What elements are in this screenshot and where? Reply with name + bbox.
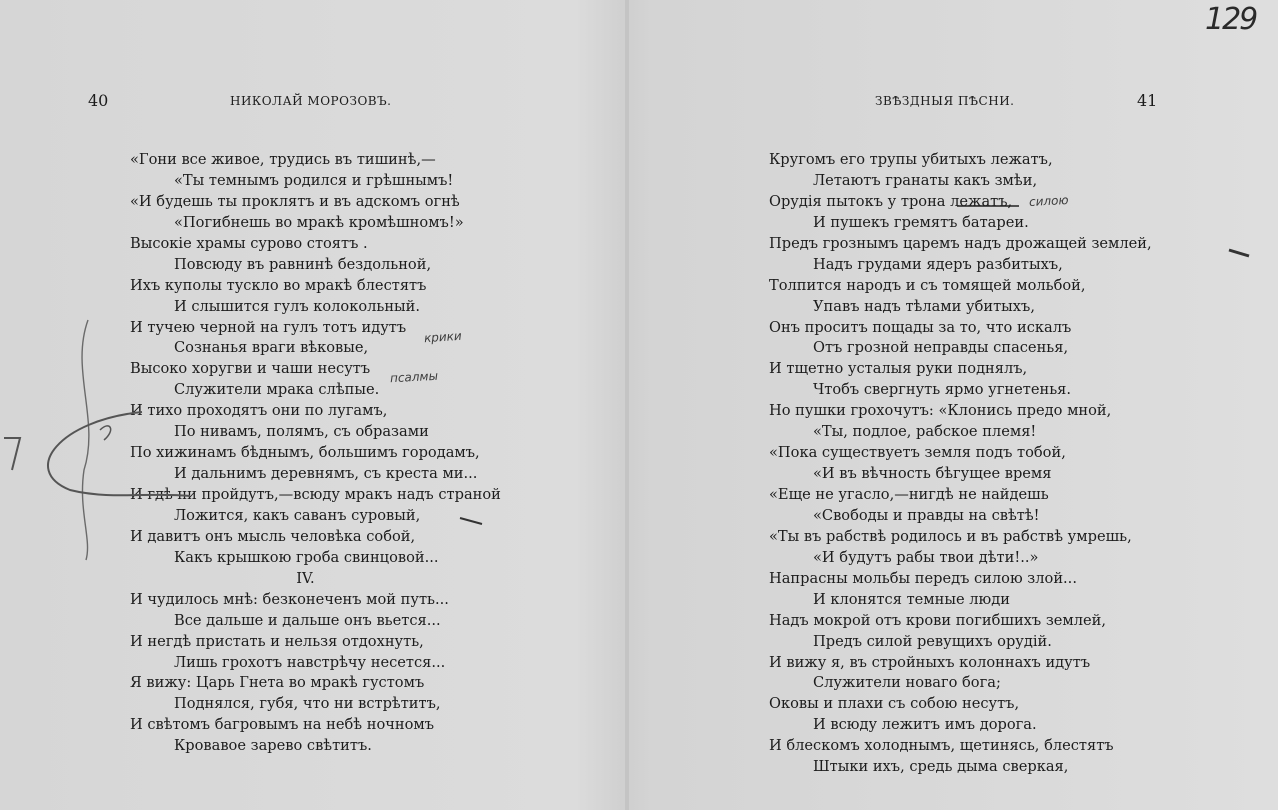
verse-line: Повсюду въ равнинѣ бездольной, bbox=[174, 255, 432, 273]
verse-line: «Погибнешь во мракѣ кромѣшномъ!» bbox=[174, 213, 464, 231]
verse-line: И чудилось мнѣ: безконеченъ мой путь... bbox=[130, 590, 449, 608]
verse-line: Предъ силой ревущихъ орудій. bbox=[813, 632, 1052, 650]
verse-line: Высокіе храмы сурово стоятъ . bbox=[130, 234, 368, 252]
verse-line: «Свободы и правды на свѣтѣ! bbox=[813, 506, 1040, 524]
verse-line: Предъ грознымъ царемъ надъ дрожащей землей, bbox=[769, 234, 1152, 252]
verse-line: Штыки ихъ, средь дыма сверкая, bbox=[813, 758, 1069, 776]
verse-line: По нивамъ, полямъ, съ образами bbox=[174, 423, 429, 441]
right-running-head: ЗВѢЗДНЫЯ ПѢСНИ. bbox=[875, 94, 1015, 108]
verse-line: Какъ крышкою гроба свинцовой... bbox=[174, 548, 439, 566]
verse-line: «И будутъ рабы твои дѣти!..» bbox=[813, 548, 1039, 566]
verse-line: Оковы и плахи съ собою несутъ, bbox=[769, 695, 1020, 713]
verse-line: «Гони все живое, трудись въ тишинѣ,— bbox=[130, 151, 436, 168]
verse-line: И тихо проходятъ они по лугамъ, bbox=[130, 402, 388, 420]
verse-line: И тщетно усталыя руки поднялъ, bbox=[769, 360, 1028, 378]
verse-line: По хижинамъ бѣднымъ, большимъ городамъ, bbox=[130, 444, 480, 462]
verse-line: Надъ грудами ядеръ разбитыхъ, bbox=[813, 255, 1063, 273]
margin-note-1: крики bbox=[423, 328, 463, 346]
verse-line: Надъ мокрой отъ крови погибшихъ землей, bbox=[769, 611, 1107, 629]
verse-line: «Ты, подлое, рабское племя! bbox=[813, 423, 1037, 441]
verse-line: И пушекъ гремятъ батареи. bbox=[813, 213, 1029, 231]
verse-line: Служители мрака слѣпые. bbox=[174, 381, 380, 399]
verse-line: Орудія пытокъ у трона лежатъ, bbox=[769, 192, 1013, 210]
verse-line: Онъ проситъ пощады за то, что искалъ bbox=[769, 318, 1072, 336]
verse-line: И дальнимъ деревнямъ, съ креста ми... bbox=[174, 465, 478, 483]
verse-line: Кровавое зарево свѣтитъ. bbox=[174, 737, 372, 755]
archive-sheet-number: 129 bbox=[1205, 2, 1257, 37]
verse-line: И свѣтомъ багровымъ на небѣ ночномъ bbox=[130, 716, 435, 734]
verse-line: Ложится, какъ саванъ суровый, bbox=[174, 506, 421, 524]
verse-line: Поднялся, губя, что ни встрѣтитъ, bbox=[174, 695, 441, 713]
verse-line: И всюду лежитъ имъ дорога. bbox=[813, 716, 1037, 734]
verse-line: «И будешь ты проклятъ и въ адскомъ огнѣ bbox=[130, 192, 460, 210]
verse-line: И блескомъ холоднымъ, щетинясь, блестятъ bbox=[769, 737, 1114, 755]
verse-line: «Еще не угасло,—нигдѣ не найдешь bbox=[769, 486, 1049, 503]
verse-line: Я вижу: Царь Гнета во мракѣ густомъ bbox=[130, 674, 425, 692]
verse-line: «Ты темнымъ родился и грѣшнымъ! bbox=[174, 171, 454, 189]
verse-line: И тучею черной на гулъ тотъ идутъ bbox=[130, 318, 407, 336]
verse-line: Все дальше и дальше онъ вьется... bbox=[174, 611, 441, 629]
verse-line: И клонятся темные люди bbox=[813, 590, 1010, 608]
verse-line: Напрасны мольбы передъ силою злой... bbox=[769, 569, 1077, 587]
verse-line: Лишь грохотъ навстрѣчу несется... bbox=[174, 653, 446, 671]
verse-line: Чтобъ свергнуть ярмо угнетенья. bbox=[813, 381, 1071, 399]
section-heading: IV. bbox=[296, 569, 315, 587]
verse-line: «Пока существуетъ земля подъ тобой, bbox=[769, 444, 1066, 462]
left-page-number: 40 bbox=[88, 91, 109, 110]
verse-line: Сознанья враги вѣковые, bbox=[174, 339, 369, 357]
verse-line: Ихъ куполы тускло во мракѣ блестятъ bbox=[130, 276, 427, 294]
verse-line: И вижу я, въ стройныхъ колоннахъ идутъ bbox=[769, 653, 1091, 671]
verse-line: И слышится гулъ колокольный. bbox=[174, 297, 421, 315]
verse-line: «И въ вѣчность бѣгущее время bbox=[813, 465, 1052, 483]
verse-line: Кругомъ его трупы убитыхъ лежатъ, bbox=[769, 151, 1053, 168]
verse-line: Высоко хоругви и чаши несутъ bbox=[130, 360, 371, 378]
pencil-marks-right bbox=[629, 0, 1278, 810]
verse-line: И негдѣ пристать и нельзя отдохнуть, bbox=[130, 632, 424, 650]
margin-note-right: силою bbox=[1028, 192, 1069, 210]
verse-line: Отъ грозной неправды спасенья, bbox=[813, 339, 1069, 357]
pencil-marks bbox=[0, 0, 625, 810]
right-page bbox=[629, 0, 1278, 810]
verse-line: Но пушки грохочутъ: «Клонись предо мной, bbox=[769, 402, 1112, 420]
left-running-head: НИКОЛАЙ МОРОЗОВЪ. bbox=[230, 94, 392, 108]
margin-note-2: псалмы bbox=[389, 368, 439, 386]
right-page-number: 41 bbox=[1137, 91, 1158, 110]
left-page bbox=[0, 0, 625, 810]
verse-line: «Ты въ рабствѣ родилось и въ рабствѣ умрешь, bbox=[769, 527, 1132, 545]
verse-line: Толпится народъ и съ томящей мольбой, bbox=[769, 276, 1086, 294]
verse-line: Упавъ надъ тѣлами убитыхъ, bbox=[813, 297, 1035, 315]
verse-line: Служители новаго бога; bbox=[813, 674, 1001, 692]
verse-line: И давитъ онъ мысль человѣка собой, bbox=[130, 527, 416, 545]
verse-line: И гдѣ ни пройдутъ,—всюду мракъ надъ страной bbox=[130, 486, 501, 503]
verse-line: Летаютъ гранаты какъ змѣи, bbox=[813, 171, 1038, 189]
